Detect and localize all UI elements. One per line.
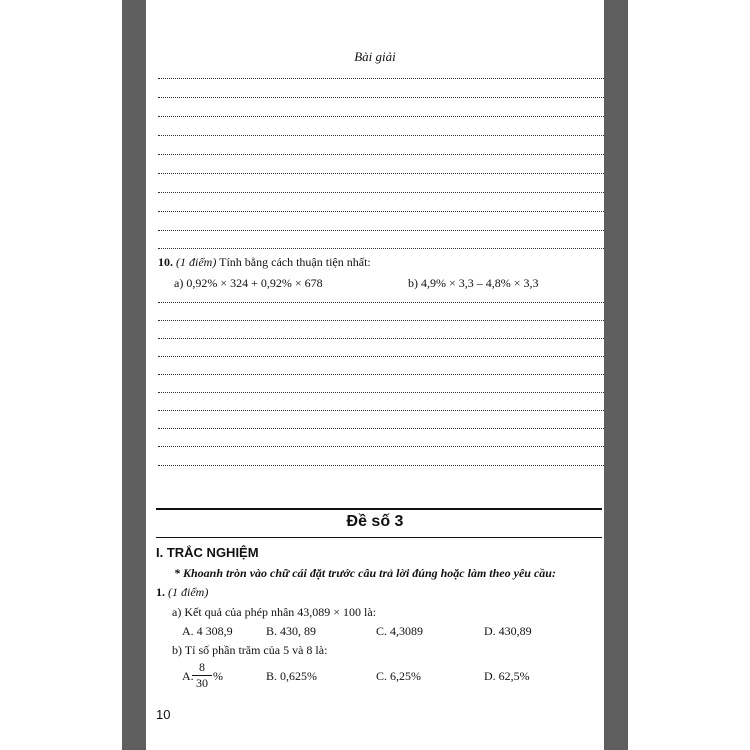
fraction-numerator: 8 [199,660,205,674]
answer-line [158,428,604,429]
solution-heading: Bài giải [354,49,396,64]
answer-line [158,154,604,155]
question-1-points: (1 điểm) [168,585,209,599]
exam-title: Đề số 3 [346,513,404,530]
answer-line [158,410,604,411]
exam-title-bottom-rule [156,537,602,538]
question-1b-option: B. 0,625% [266,669,317,683]
question-1b-prompt: b) Tỉ số phần trăm của 5 và 8 là: [172,643,328,657]
answer-line [158,320,604,321]
answer-line [158,248,604,249]
answer-line [158,465,604,466]
section-title: I. TRẮC NGHIỆM [156,545,259,560]
answer-line [158,230,604,231]
answer-line [158,211,604,212]
question-10 [158,255,371,270]
answer-line [158,116,604,117]
answer-line [158,78,604,79]
question-1 [156,585,208,600]
answer-line [158,356,604,357]
question-1a-prompt: a) Kết quả của phép nhân 43,089 × 100 là: [172,605,377,619]
document-page [146,0,604,750]
exam-title-top-rule [156,508,602,510]
question-1b-option: C. 6,25% [376,669,421,683]
question-10-points: (1 điểm) [176,255,217,269]
question-10-part-b: b) 4,9% × 3,3 – 4,8% × 3,3 [408,276,539,290]
question-1b-option: D. 62,5% [484,669,530,683]
question-1a-option: B. 430, 89 [266,624,317,638]
right-margin-bar [604,0,628,750]
left-margin-bar [122,0,146,750]
page-number: 10 [156,707,171,722]
answer-line [158,97,604,98]
answer-line [158,302,604,303]
question-1-number: 1. [156,585,165,599]
question-1a-option: A. 4 308,9 [182,624,233,638]
question-10-number: 10. [158,255,173,269]
question-1b-option-a-fraction [192,661,212,690]
question-10-part-a: a) 0,92% × 324 + 0,92% × 678 [174,276,323,290]
answer-line [158,192,604,193]
question-1b-option-a-suffix: % [213,669,223,683]
answer-line [158,173,604,174]
answer-line [158,135,604,136]
answer-line [158,446,604,447]
question-1a-option: D. 430,89 [484,624,532,638]
answer-line [158,374,604,375]
section-instruction: * Khoanh tròn vào chữ cái đặt trước câu trả lời đúng hoặc làm theo yêu cầu: [174,566,556,580]
answer-line [158,338,604,339]
question-1b-option-a-letter: A. [182,669,194,683]
answer-line [158,392,604,393]
question-10-prompt: Tính bằng cách thuận tiện nhất: [219,255,371,269]
fraction-denominator: 30 [196,676,208,690]
question-1a-option: C. 4,3089 [376,624,424,638]
